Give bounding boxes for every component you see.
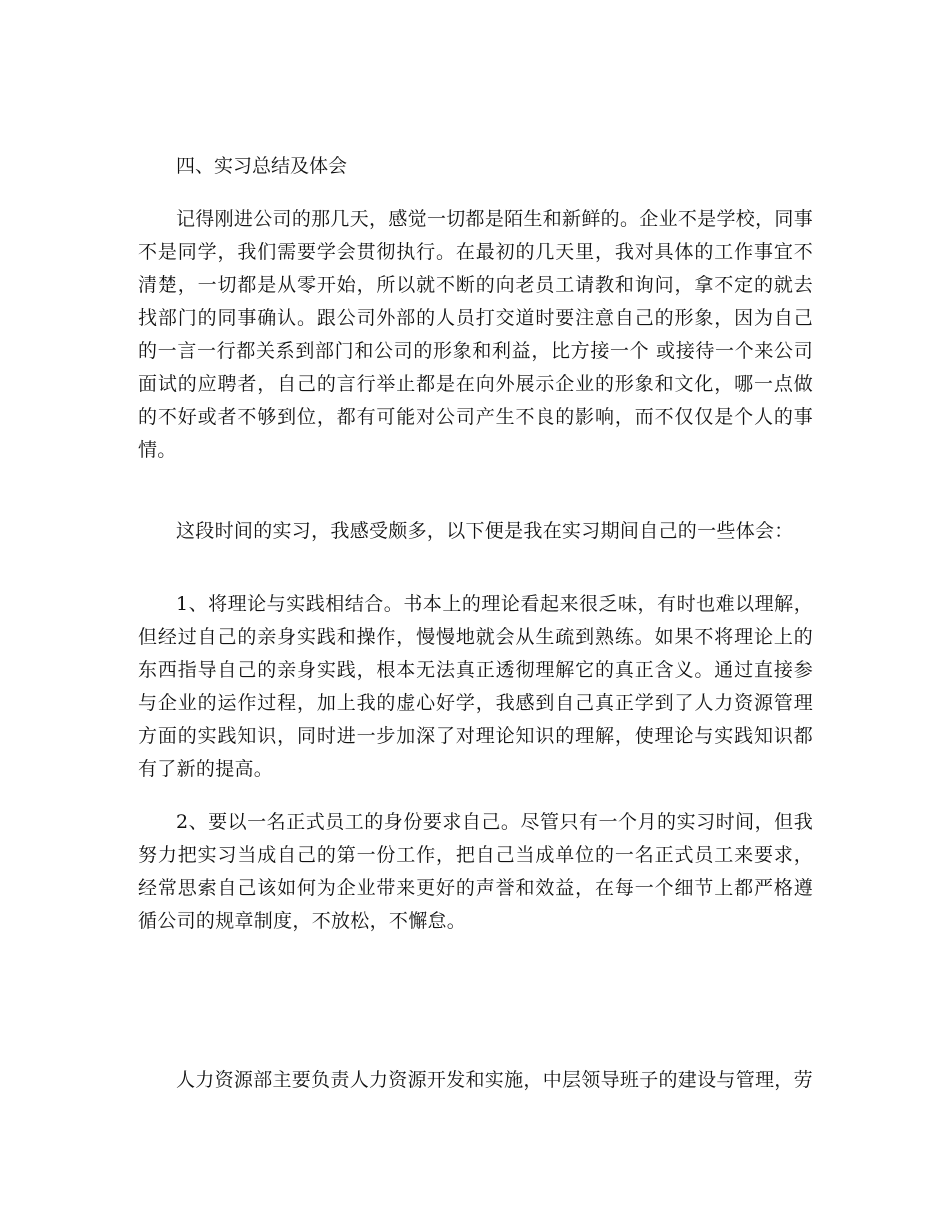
paragraph-point-2: 2、要以一名正式员工的身份要求自己。尽管只有一个月的实习时间，但我努力把实习当成自己的第一份工作，把自己当成单位的一名正式员工来要求，经常思索自己该如何为企业带来更好的声誉和效益，在每一个细节上都严格遵循公司的规章制度，不放松，不懈怠。 [138, 811, 813, 932]
paragraph-summary: 这段时间的实习，我感受颇多，以下便是我在实习期间自己的一些体会： [176, 520, 794, 542]
paragraph-intro: 记得刚进公司的那几天，感觉一切都是陌生和新鲜的。企业不是学校，同事不是同学，我们需要学会贯彻执行。在最初的几天里，我对具体的工作事宜不清楚，一切都是从零开始，所以就不断的向老员工请教和询问，拿不定的就去找部门的同事确认。跟公司外部的人员打交道时要注意自己的形象，因为自己的一言一行都关系到部门和公司的形象和利益，比方接一个 或接待一个来公司面试的应聘者，自己的言行举止都是在向外展示企业的形象和文化，哪一点做的不好或者不够到位，都有可能对公司产生不良的影响，而不仅仅是个人的事情。 [138, 208, 813, 461]
paragraph-point-1: 1、将理论与实践相结合。书本上的理论看起来很乏味，有时也难以理解，但经过自己的亲身实践和操作，慢慢地就会从生疏到熟练。如果不将理论上的东西指导自己的亲身实践，根本无法真正透彻理解它的真正含义。通过直接参与企业的运作过程，加上我的虚心好学，我感到自己真正学到了人力资源管理方面的实践知识，同时进一步加深了对理论知识的理解，使理论与实践知识都有了新的提高。 [138, 593, 813, 780]
paragraph-hr-dept: 人力资源部主要负责人力资源开发和实施，中层领导班子的建设与管理，劳 [176, 1069, 813, 1091]
section-heading: 四、实习总结及体会 [176, 155, 348, 177]
